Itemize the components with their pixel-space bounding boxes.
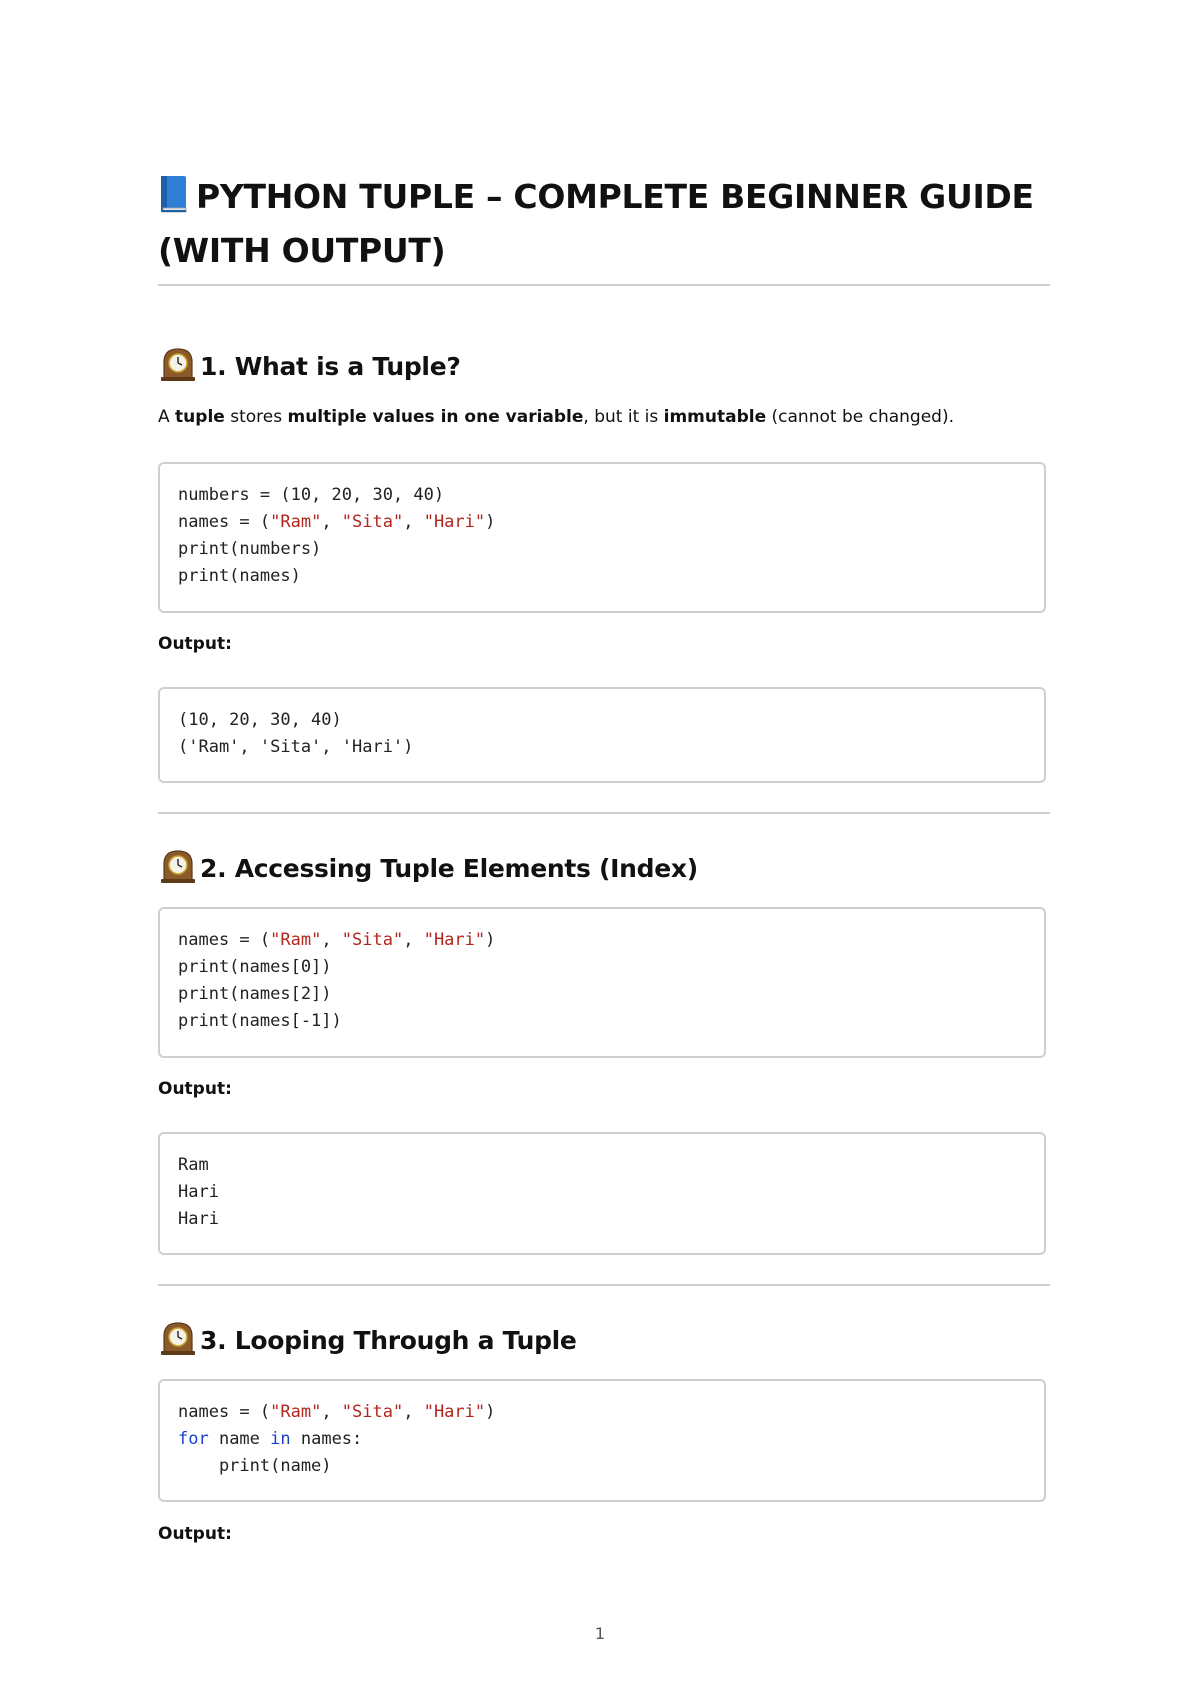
code-token: ) [485,1402,496,1422]
string-literal: "Ram" [270,930,322,950]
code-token: names: [290,1429,363,1449]
output-content [178,707,1026,761]
code-block-1 [158,462,1046,613]
code-token: , [321,930,342,950]
output-label: Output: [158,1524,232,1544]
string-literal: "Sita" [341,930,404,950]
code-token: , [403,512,424,532]
intro-text: (cannot be changed). [766,407,954,427]
output-label: Output: [158,1079,232,1099]
divider [158,284,1050,286]
output-line: Hari [178,1182,219,1202]
section-2-heading-text: 2. Accessing Tuple Elements (Index) [200,854,698,883]
code-token: ) [485,512,496,532]
intro-text: A [158,407,176,427]
intro-paragraph [158,405,954,429]
code-token: names = ( [178,512,271,532]
code-token: , [403,1402,424,1422]
divider [158,1284,1050,1286]
output-content [178,1152,1026,1233]
intro-bold-multiple-values: multiple values in one variable [287,407,584,427]
output-label: Output: [158,634,232,654]
string-literal: "Sita" [341,1402,404,1422]
divider [158,812,1050,814]
code-block-3 [158,1379,1046,1502]
code-token: , [321,1402,342,1422]
keyword: in [270,1429,291,1449]
section-3-heading [158,1320,577,1358]
section-1-heading-text: 1. What is a Tuple? [200,352,461,381]
string-literal: "Ram" [270,512,322,532]
intro-bold-immutable: immutable [663,407,767,427]
page-title [158,170,1050,278]
string-literal: "Hari" [423,512,486,532]
intro-text: , but it is [583,407,664,427]
code-token: ) [485,930,496,950]
code-token: , [403,930,424,950]
output-block-1 [158,687,1046,783]
section-3-heading-text: 3. Looping Through a Tuple [200,1326,577,1355]
output-line: Hari [178,1209,219,1229]
code-content [178,1399,1026,1480]
code-content [178,927,1026,1035]
blue-book-icon [158,174,188,214]
keyword: for [178,1429,209,1449]
code-token: names = ( [178,930,271,950]
code-line: numbers = (10, 20, 30, 40) [178,485,445,505]
code-line: print(name) [178,1456,332,1476]
output-block-2 [158,1132,1046,1255]
code-block-2 [158,907,1046,1058]
code-token: , [321,512,342,532]
intro-bold-tuple: tuple [175,407,225,427]
code-line: print(names[0]) [178,957,332,977]
string-literal: "Hari" [423,930,486,950]
output-line: (10, 20, 30, 40) [178,710,342,730]
output-line: ('Ram', 'Sita', 'Hari') [178,737,414,757]
mantelpiece-clock-icon [158,848,198,884]
code-content [178,482,1026,590]
code-token: names = ( [178,1402,271,1422]
mantelpiece-clock-icon [158,1320,198,1356]
string-literal: "Hari" [423,1402,486,1422]
code-line: print(names[2]) [178,984,332,1004]
page-title-text: PYTHON TUPLE – COMPLETE BEGINNER GUIDE (WITH OUTPUT) [158,177,1034,270]
section-2-heading [158,848,698,886]
section-1-heading [158,346,461,384]
code-line: print(names) [178,566,301,586]
code-line: print(names[-1]) [178,1011,342,1031]
string-literal: "Sita" [341,512,404,532]
page-number: 1 [594,1624,606,1643]
code-line: print(numbers) [178,539,322,559]
string-literal: "Ram" [270,1402,322,1422]
intro-text: stores [224,407,288,427]
output-line: Ram [178,1155,209,1175]
mantelpiece-clock-icon [158,346,198,382]
code-token: name [208,1429,271,1449]
